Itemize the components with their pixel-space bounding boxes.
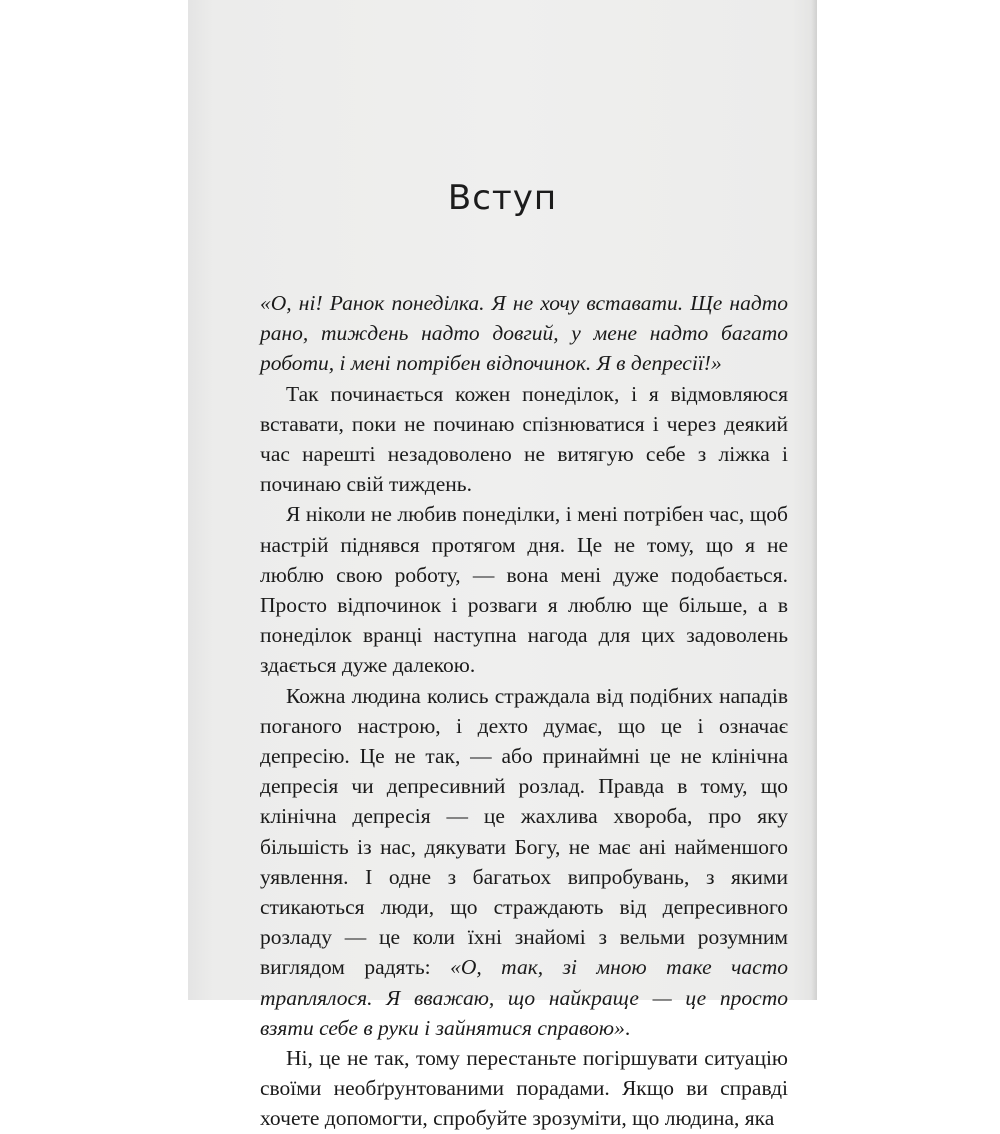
book-page [188,0,817,1131]
paragraph-dislike-mondays: Я ніколи не любив понеділки, і мені потрібен час, щоб настрій піднявся протягом дня. Це не тому, що я не люблю свою роботу, — вона мені дуже подобається. Просто відпочинок і розваги я люблю ще більше, а в понеділок вранці наступна нагода для цих задоволень здається дуже далекою. [260,502,788,678]
paragraph-text-end: . [624,1015,631,1040]
acquaintance-quote: «О, так, зі мною таке часто траплялося. Я вважаю, що найкраще — це просто взяти себе в руки і зайнятися справою» [260,955,788,1040]
paragraph-opening-quote [260,288,788,379]
page-edge-shadow [811,0,817,1000]
paragraph-advice: Ні, це не так, тому перестаньте погіршувати ситуацію своїми необґрунтованими порадами. Якщо ви справді хочете допомогти, спробуйте зрозуміти, що людина, яка [260,1046,788,1131]
paragraph-clinical-depression [260,681,788,1043]
paragraph-monday-routine: Так починається кожен понеділок, і я відмовляюся вставати, поки не починаю спізнюватися і через деякий час нарешті незадоволено не витягую себе з ліжка і починаю свій тиждень. [260,381,788,497]
chapter-body [260,288,788,1134]
chapter-title: Вступ [447,178,558,218]
opening-quote: «О, ні! Ранок понеділка. Я не хочу вставати. Ще надто рано, тиждень надто довгий, у мене надто багато роботи, і мені потрібен відпочинок. Я в депресії!» [260,291,788,376]
paragraph-text: Кожна людина колись страждала від подібних нападів поганого настрою, і дехто думає, що це і означає депресію. Це не так, — або принаймні це не клінічна депресія чи депресивний розлад. Правда в тому, що клінічна депресія — це жахлива хвороба, про яку більшість із нас, дякувати Богу, не має ані найменшого уявлення. І одне з багатьох випробувань, з якими стикаються люди, що страждають від депресивного розладу — це коли їхні знайомі з вельми розумним виглядом радять: [260,683,788,980]
